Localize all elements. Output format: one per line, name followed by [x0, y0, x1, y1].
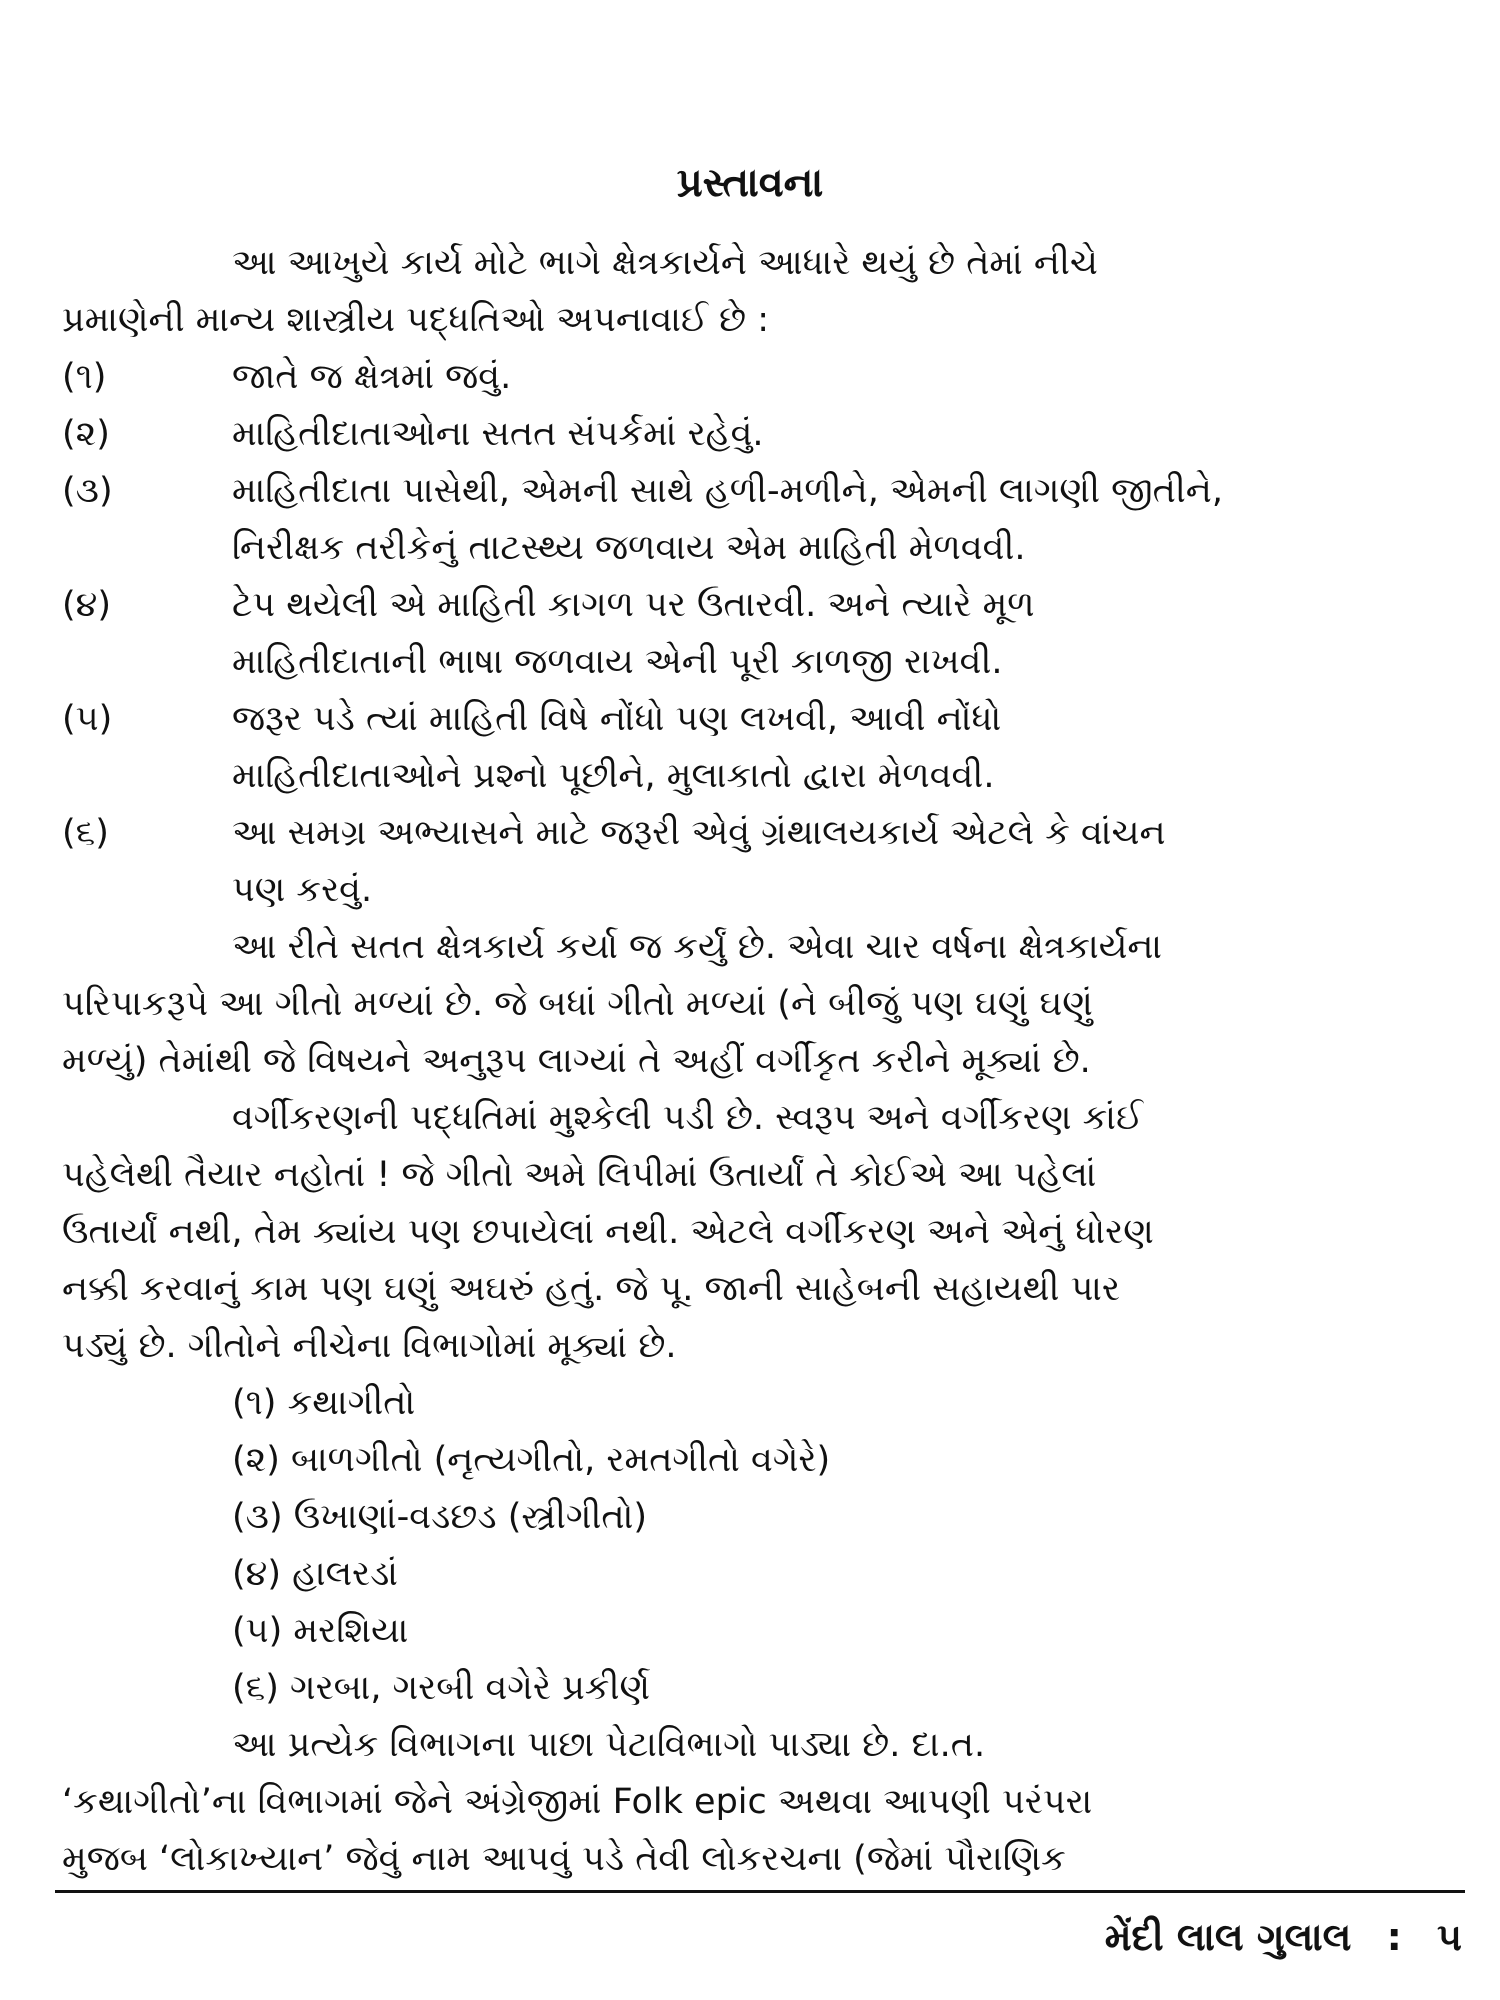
category-item: (૫) મરશિયા: [232, 1611, 409, 1651]
paragraph-line: મુજબ ‘લોકાખ્યાન’ જેવું નામ આપવું પડે તેવી લોકરચના (જેમાં પૌરાણિક: [62, 1839, 1066, 1879]
paragraph-line: પરિપાકરૂપે આ ગીતો મળ્યાં છે. જે બધાં ગીતો મળ્યાં (ને બીજું પણ ઘણું ઘણું: [62, 984, 1093, 1024]
method-text: માહિતીદાતા પાસેથી, એમની સાથે હળી-મળીને, એમની લાગણી જીતીને,: [232, 471, 1224, 511]
paragraph-line: પડ્યું છે. ગીતોને નીચેના વિભાગોમાં મૂક્યાં છે.: [62, 1326, 677, 1366]
body-text: [62, 235, 1462, 1888]
method-number: (૨): [62, 414, 110, 454]
page-title: પ્રસ્તાવના: [676, 160, 824, 206]
method-item: [62, 577, 1462, 634]
method-number: (૫): [62, 699, 113, 739]
paragraph-line: નક્કી કરવાનું કામ પણ ઘણું અઘરું હતું. જે પૂ. જાની સાહેબની સહાયથી પાર: [62, 1269, 1120, 1309]
paragraph-line: વર્ગીકરણની પદ્ધતિમાં મુશ્કેલી પડી છે. સ્વરૂપ અને વર્ગીકરણ કાંઈ: [232, 1098, 1143, 1138]
method-item: [62, 349, 1462, 406]
paragraph-line: આ રીતે સતત ક્ષેત્રકાર્ય કર્યા જ કર્યું છે. એવા ચાર વર્ષના ક્ષેત્રકાર્યના: [232, 927, 1163, 967]
method-number: (૪): [62, 585, 112, 625]
paragraph-line: પહેલેથી તૈયાર નહોતાં ! જે ગીતો અમે લિપીમાં ઉતાર્યાં તે કોઈએ આ પહેલાં: [62, 1155, 1097, 1195]
intro-line: પ્રમાણેની માન્ય શાસ્ત્રીય પદ્ધતિઓ અપનાવાઈ છે :: [62, 300, 770, 340]
method-text-continued: માહિતીદાતાની ભાષા જળવાય એની પૂરી કાળજી રાખવી.: [232, 642, 1003, 682]
category-item: (૨) બાળગીતો (નૃત્યગીતો, રમતગીતો વગેરે): [232, 1440, 831, 1480]
method-text: આ સમગ્ર અભ્યાસને માટે જરૂરી એવું ગ્રંથાલયકાર્ય એટલે કે વાંચન: [232, 813, 1166, 853]
method-text: જાતે જ ક્ષેત્રમાં જવું.: [232, 357, 512, 397]
method-item: [62, 406, 1462, 463]
method-text: માહિતીદાતાઓના સતત સંપર્કમાં રહેવું.: [232, 414, 764, 454]
method-item: [62, 463, 1462, 520]
method-text: ટેપ થયેલી એ માહિતી કાગળ પર ઉતારવી. અને ત્યારે મૂળ: [232, 585, 1035, 625]
method-text: જરૂર પડે ત્યાં માહિતી વિષે નોંધો પણ લખવી, આવી નોંધો: [232, 699, 1002, 739]
method-number: (૧): [62, 357, 107, 397]
method-text-continued: પણ કરવું.: [232, 870, 373, 910]
paragraph-line: આ પ્રત્યેક વિભાગના પાછા પેટાવિભાગો પાડ્યા છે. દા.ત.: [232, 1725, 986, 1765]
paragraph-line: ‘કથાગીતો’ના વિભાગમાં જેને અંગ્રેજીમાં Folk epic અથવા આપણી પરંપરા: [62, 1782, 1093, 1822]
category-item: (૩) ઉખાણાં-વડછડ (સ્ત્રીગીતો): [232, 1497, 648, 1537]
method-text-continued: નિરીક્ષક તરીકેનું તાટસ્થ્ય જળવાય એમ માહિતી મેળવવી.: [232, 528, 1026, 568]
footer-separator: :: [1386, 1915, 1402, 1959]
category-item: (૪) હાલરડાં: [232, 1554, 398, 1594]
intro-line: આ આખુયે કાર્ય મોટે ભાગે ક્ષેત્રકાર્યને આધારે થયું છે તેમાં નીચે: [232, 243, 1098, 283]
paragraph-line: મળ્યું) તેમાંથી જે વિષયને અનુરૂપ લાગ્યાં તે અહીં વર્ગીકૃત કરીને મૂક્યાં છે.: [62, 1041, 1091, 1081]
method-item: [62, 805, 1462, 862]
category-item: (૬) ગરબા, ગરબી વગેરે પ્રકીર્ણ: [232, 1668, 651, 1708]
page-footer: [1105, 1915, 1462, 1960]
paragraph-line: ઉતાર્યાં નથી, તેમ ક્યાંય પણ છપાયેલાં નથી. એટલે વર્ગીકરણ અને એનું ધોરણ: [62, 1212, 1154, 1252]
method-text-continued: માહિતીદાતાઓને પ્રશ્નો પૂછીને, મુલાકાતો દ્વારા મેળવવી.: [232, 756, 995, 796]
method-item: [62, 691, 1462, 748]
footer-divider: [55, 1890, 1465, 1893]
category-item: (૧) કથાગીતો: [232, 1383, 416, 1423]
page-number: ૫: [1437, 1915, 1462, 1959]
method-number: (૩): [62, 471, 113, 511]
book-title: મેંદી લાલ ગુલાલ: [1104, 1915, 1352, 1959]
method-number: (૬): [62, 813, 109, 853]
